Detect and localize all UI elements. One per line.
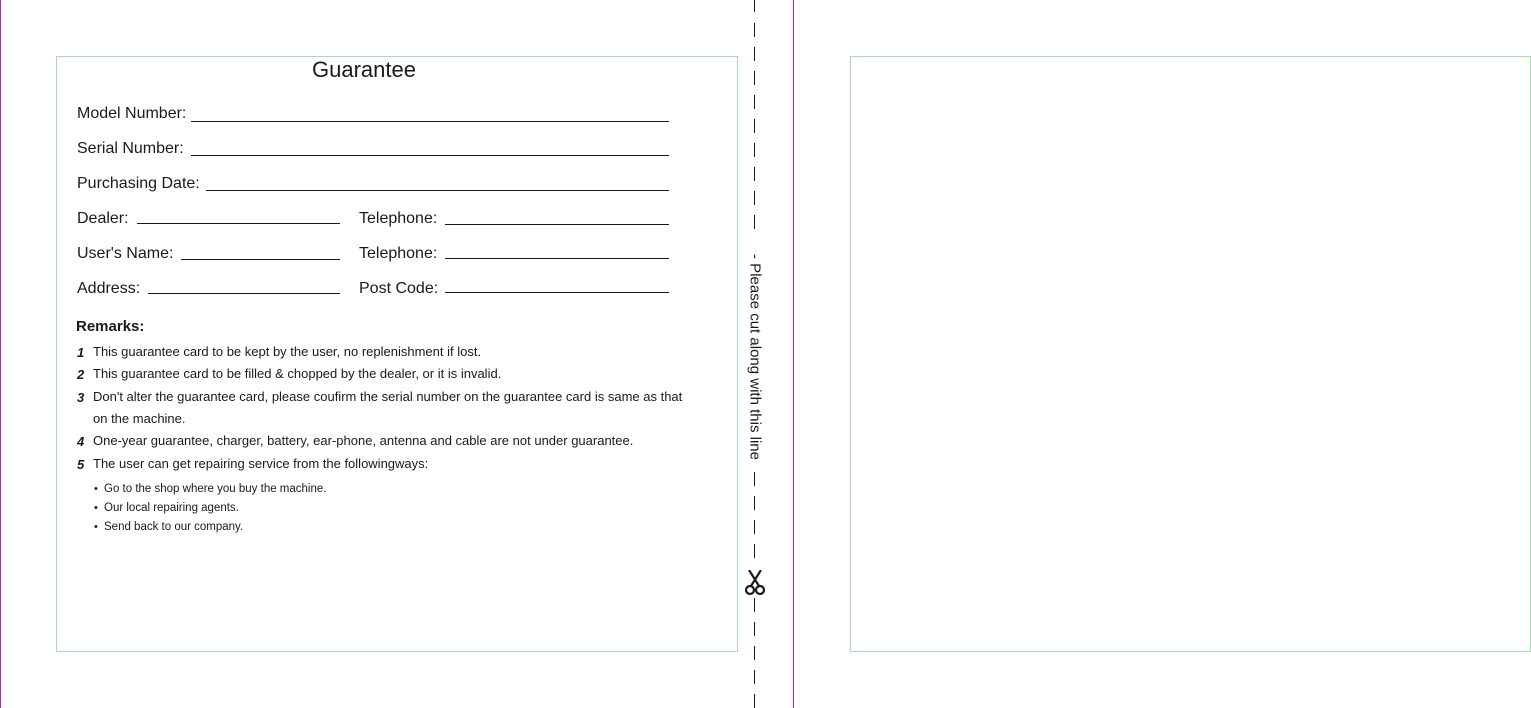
cut-dash [754, 670, 755, 684]
remark-text: The user can get repairing service from the followingways: [93, 456, 429, 471]
left-page-edge [0, 0, 1, 708]
blank-card [850, 56, 1531, 652]
remark-number: 2 [77, 367, 85, 382]
cut-dash [754, 119, 755, 133]
purchasing-date-field[interactable] [206, 190, 669, 191]
model-number-label: Model Number: [77, 105, 187, 122]
remark-text: This guarantee card to be filled & chopped by the dealer, or it is invalid. [93, 366, 502, 381]
user-telephone-label: Telephone: [359, 245, 438, 262]
remark-text: One-year guarantee, charger, battery, ear-phone, antenna and cable are not under guarantee. [93, 433, 634, 448]
card-title: Guarantee [312, 57, 416, 82]
bullet-item: Go to the shop where you buy the machine. [104, 483, 327, 495]
cut-dash [754, 496, 755, 510]
address-label: Address: [77, 280, 141, 297]
user-telephone-field[interactable] [445, 258, 669, 259]
dealer-field[interactable] [137, 223, 340, 224]
cut-line-text: - Please cut along with this line [746, 254, 764, 460]
cut-dash [754, 520, 755, 534]
remark-number: 5 [77, 457, 85, 472]
address-field[interactable] [148, 293, 340, 294]
cut-dash [754, 0, 755, 12]
cut-dash [754, 215, 755, 229]
bullet-icon: • [94, 502, 98, 514]
cut-dash [754, 47, 755, 61]
cut-dash [754, 646, 755, 660]
post-code-field[interactable] [445, 292, 669, 293]
dealer-telephone-label: Telephone: [359, 210, 438, 227]
bullet-icon: • [94, 521, 98, 533]
remark-text: This guarantee card to be kept by the user, no replenishment if lost. [93, 344, 482, 359]
cut-dash [754, 95, 755, 109]
users-name-label: User's Name: [77, 245, 174, 262]
cut-dash [754, 472, 755, 486]
cut-dash [754, 23, 755, 37]
remark-number: 3 [77, 390, 85, 405]
cut-dash [754, 598, 755, 612]
serial-number-field[interactable] [191, 155, 669, 156]
post-code-label: Post Code: [359, 280, 439, 297]
scissors-icon [744, 570, 766, 596]
bullet-item: Send back to our company. [104, 521, 244, 533]
bullet-icon: • [94, 483, 98, 495]
cut-dash [754, 622, 755, 636]
cut-dash [754, 694, 755, 708]
cut-dash [754, 71, 755, 85]
purchasing-date-label: Purchasing Date: [77, 175, 200, 192]
model-number-field[interactable] [191, 121, 669, 122]
remarks-heading: Remarks: [76, 318, 145, 335]
cut-dash [754, 191, 755, 205]
remark-text: Don't alter the guarantee card, please coufirm the serial number on the guarantee card is same as that on the machine. [93, 389, 683, 426]
serial-number-label: Serial Number: [77, 140, 184, 157]
users-name-field[interactable] [181, 259, 340, 260]
dealer-label: Dealer: [77, 210, 129, 227]
cut-dash [754, 167, 755, 181]
bullet-item: Our local repairing agents. [104, 502, 239, 514]
fold-page-edge [793, 0, 794, 708]
remark-number: 1 [77, 345, 85, 360]
cut-dash [754, 544, 755, 558]
cut-dash [754, 143, 755, 157]
dealer-telephone-field[interactable] [445, 224, 669, 225]
remark-number: 4 [77, 434, 85, 449]
